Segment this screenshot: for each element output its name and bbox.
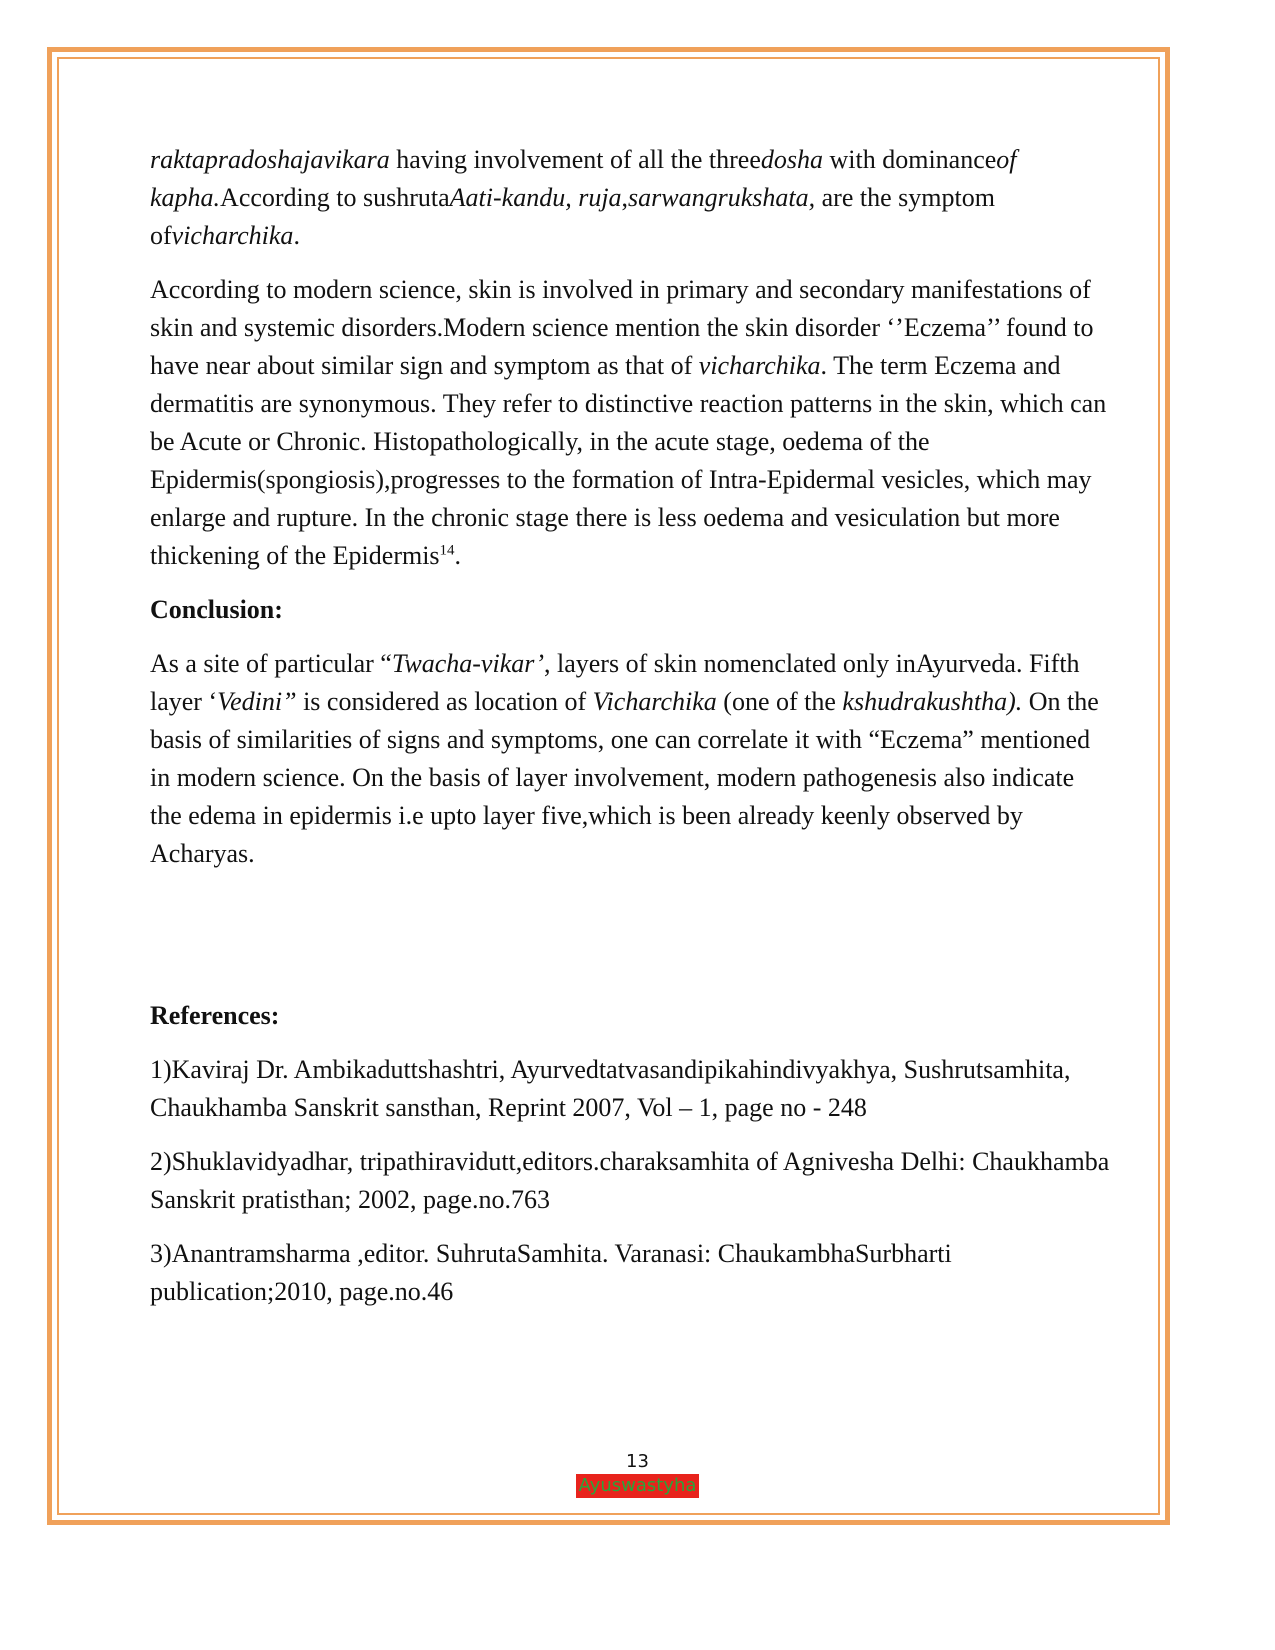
term-sarwangrukshata: sarwangrukshata, (628, 183, 816, 212)
page-number: 13 (626, 1451, 649, 1472)
conclusion-heading: Conclusion: (150, 595, 283, 624)
text: is considered as location of (296, 687, 593, 716)
text: with dominance (823, 145, 997, 174)
term-vicharchika: vicharchika (698, 351, 821, 380)
term-vicharchika: vicharchika (171, 221, 294, 250)
article-body (150, 141, 1110, 1327)
term-vedini: Vedini” (217, 687, 297, 716)
reference-item: 2)Shuklavidyadhar, tripathiravidutt,editors.charaksamhita of Agnivesha Delhi: Chaukhamba Sanskrit pratisthan; 2002, page.no.763 (150, 1147, 1110, 1214)
text: (one of the (716, 687, 843, 716)
text: , (621, 183, 629, 212)
term-kshudrakushtha: kshudrakushtha). (842, 687, 1023, 716)
term-raktapradoshajavikara: raktapradoshajavikara (150, 145, 390, 174)
text: . (454, 541, 462, 570)
paragraph-conclusion (150, 645, 1110, 873)
term-twacha-vikar: Twacha-vikar’ (391, 649, 544, 678)
page-footer (0, 1450, 1275, 1498)
term-dosha: dosha (760, 145, 823, 174)
text: As a site of particular “ (150, 649, 392, 678)
text: are the symptom of (150, 183, 995, 250)
text: , layers of skin nomenclated only inAyurveda. Fifth layer ‘ (150, 649, 1080, 716)
text: According to sushruta (220, 183, 450, 212)
term-kapha: of kapha. (150, 145, 1017, 212)
reference-item: 1)Kaviraj Dr. Ambikaduttshashtri, Ayurvedtatvasandipikahindivyakhya, Sushrutsamhita, Chaukhamba Sanskrit sansthan, Reprint 2007, Vol – 1, page no - 248 (150, 1055, 1071, 1122)
citation-superscript: 14 (439, 542, 455, 559)
text: . (293, 221, 300, 250)
references-heading: References: (150, 1001, 280, 1030)
paragraph-symptoms (150, 141, 1110, 255)
text: . The term Eczema and dermatitis are synonymous. They refer to distinctive reaction patterns in the skin, which can be Acute or Chronic. Histopathologically, in the acute stage, oedema of the Epidermis(spongiosis),progresses to the formation of Intra-Epidermal vesicles, which may enlarge and rupture. In the chronic stage there is less oedema and vesiculation but more thickening of the Epidermis (150, 351, 1107, 570)
term-aati-kandu: Aati-kandu, ruja (449, 183, 622, 212)
term-vicharchika: Vicharchika (592, 687, 717, 716)
reference-item: 3)Anantramsharma ,editor. SuhrutaSamhita. Varanasi: ChaukambhaSurbharti publication;2010, page.no.46 (150, 1239, 952, 1306)
text: According to modern science, skin is involved in primary and secondary manifestations of skin and systemic disorders.Modern science mention the skin disorder ‘’Eczema’’ found to have near about similar sign and symptom as that of (150, 275, 1094, 380)
paragraph-modern-science (150, 271, 1110, 575)
text: having involvement of all the three (389, 145, 761, 174)
text: On the basis of similarities of signs and symptoms, one can correlate it with “Eczema” mentioned in modern science. On the basis of layer involvement, modern pathogenesis also indicate the edema in epidermis i.e upto layer five,which is been already keenly observed by Acharyas. (150, 687, 1099, 868)
journal-brand-label: Ayuswastyha (576, 1474, 700, 1498)
